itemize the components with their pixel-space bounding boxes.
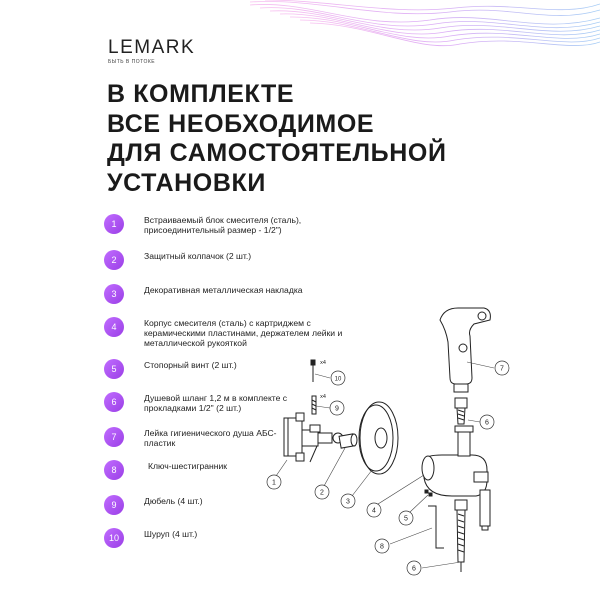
mixer-body-part xyxy=(422,426,490,530)
decorative-waves-graphic xyxy=(250,0,600,60)
item-text: Стопорный винт (2 шт.) xyxy=(144,360,237,370)
callout-9: 9 xyxy=(335,405,339,413)
callout-5: 5 xyxy=(404,515,408,523)
callout-1: 1 xyxy=(272,479,276,487)
item-text: Ключ-шестигранник xyxy=(148,461,228,471)
callout-8: 8 xyxy=(380,543,384,551)
quantity-label-screw: x4 xyxy=(320,360,326,366)
screw-part xyxy=(311,360,315,382)
item-number-badge: 4 xyxy=(104,317,124,337)
item-number-badge: 8 xyxy=(104,460,124,480)
hygienic-shower-head-part xyxy=(440,308,490,392)
exploded-assembly-drawing xyxy=(262,300,600,600)
item-text: Защитный колпачок (2 шт.) xyxy=(144,251,252,261)
item-number-badge: 6 xyxy=(104,392,124,412)
shower-hose-lower-part xyxy=(455,500,467,572)
item-number-badge: 5 xyxy=(104,359,124,379)
headline-line-2: ВСЕ НЕОБХОДИМОЕ xyxy=(107,109,375,138)
list-item xyxy=(104,250,359,270)
item-text: Дюбель (4 шт.) xyxy=(144,496,203,506)
item-number-badge: 7 xyxy=(104,427,124,447)
callout-10: 10 xyxy=(334,376,342,383)
list-item xyxy=(104,214,359,235)
item-text: Декоративная металлическая накладка xyxy=(144,285,303,295)
item-number-badge: 2 xyxy=(104,250,124,270)
protective-cap-part xyxy=(339,434,357,448)
item-number-badge: 9 xyxy=(104,495,124,515)
mixer-block-part xyxy=(284,413,343,462)
item-number-badge: 1 xyxy=(104,214,124,234)
item-text: Шуруп (4 шт.) xyxy=(144,529,198,539)
shower-hose-upper-part xyxy=(455,398,467,424)
hex-key-part xyxy=(428,506,444,548)
callout-7: 7 xyxy=(500,365,504,373)
item-text: Душевой шланг 1,2 м в комплекте с прокладками 1/2" (2 шт.) xyxy=(144,393,288,413)
item-number-badge: 10 xyxy=(104,528,124,548)
callout-6-upper: 6 xyxy=(485,419,489,427)
item-text: Встраиваемый блок смесителя (сталь), присоединительный размер - 1/2") xyxy=(144,215,302,235)
headline-line-1: В КОМПЛЕКТЕ xyxy=(107,80,295,108)
brand-name: LEMARK xyxy=(108,37,196,58)
item-text: Лейка гигиенического душа АБС-пластик xyxy=(144,428,277,448)
headline-line-4: УСТАНОВКИ xyxy=(107,168,266,197)
decorative-plate-part xyxy=(359,402,398,474)
headline-line-3: ДЛЯ САМОСТОЯТЕЛЬНОЙ xyxy=(107,139,447,167)
callout-3: 3 xyxy=(346,498,350,506)
item-number-badge: 3 xyxy=(104,284,124,304)
brand-logo xyxy=(108,38,195,65)
callout-2: 2 xyxy=(320,489,324,497)
brand-tagline: БЫТЬ В ПОТОКЕ xyxy=(108,59,156,65)
callout-6-lower: 6 xyxy=(412,565,416,573)
page-headline xyxy=(107,80,447,198)
item-text: Корпус смесителя (сталь) с картриджем с керамическими пластинами, держателем лейки и металлической рукояткой xyxy=(144,318,343,348)
callout-4: 4 xyxy=(372,507,376,515)
dowel-part xyxy=(312,396,316,414)
quantity-label-dowel: x4 xyxy=(320,394,326,400)
